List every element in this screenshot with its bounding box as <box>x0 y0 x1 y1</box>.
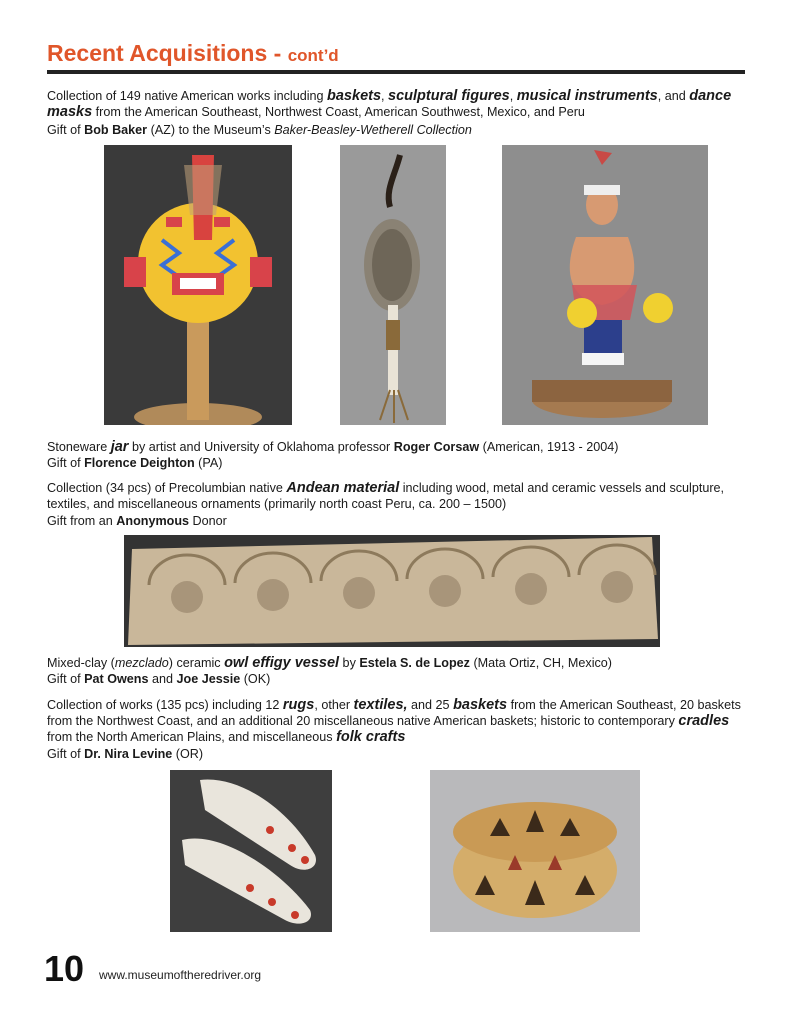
photo-andean-metal-frieze <box>124 535 660 647</box>
entry-andean-gift: Gift from an Anonymous Donor <box>47 514 227 528</box>
entry-baker-description: Collection of 149 native American works including baskets, sculptural figures, musical instruments, and dance masks from the American Southeast, Northwest Coast, American Southwest, Mexico, and Peru <box>47 88 732 120</box>
photo-ceramic-dancer <box>502 145 708 425</box>
page-number: 10 <box>44 948 85 989</box>
entry-levine-description: Collection of works (135 pcs) including 12 rugs, other textiles, and 25 baskets from the American Southeast, 20 baskets from the Northwest Coast, and an additional 20 miscellaneous native American baskets; historic to contemporary cradles from the North American Plains, and miscellaneous folk crafts <box>47 697 741 745</box>
entry-andean-description: Collection (34 pcs) of Precolumbian native Andean material including wood, metal and ceramic vessels and sculpture, textiles, and miscellaneous ornaments (primarily north coast Peru, ca. 200 – 1500) <box>47 480 725 511</box>
entry-baker-gift: Gift of Bob Baker (AZ) to the Museum’s Baker-Beasley-Wetherell Collection <box>47 123 472 137</box>
photo-gourd-mask <box>104 145 292 425</box>
photo-turtle-rattle <box>340 145 446 425</box>
entry-corsaw-description: Stoneware jar by artist and University of Oklahoma professor Roger Corsaw (American, 1913 - 2004) <box>47 439 619 455</box>
entry-corsaw-gift: Gift of Florence Deighton (PA) <box>47 456 223 470</box>
entry-lopez-description: Mixed-clay (mezclado) ceramic owl effigy vessel by Estela S. de Lopez (Mata Ortiz, CH, Mexico) <box>47 655 612 671</box>
website-url[interactable]: www.museumoftheredriver.org <box>99 968 262 982</box>
photo-woven-basket <box>430 770 640 932</box>
entry-levine-gift: Gift of Dr. Nira Levine (OR) <box>47 747 204 761</box>
entry-lopez-gift: Gift of Pat Owens and Joe Jessie (OK) <box>47 672 271 686</box>
page-subtitle: cont’d <box>287 46 339 65</box>
title-rule <box>47 70 745 74</box>
photo-beaded-moccasins <box>170 770 332 932</box>
page-title: Recent Acquisitions - cont’d <box>47 40 339 66</box>
